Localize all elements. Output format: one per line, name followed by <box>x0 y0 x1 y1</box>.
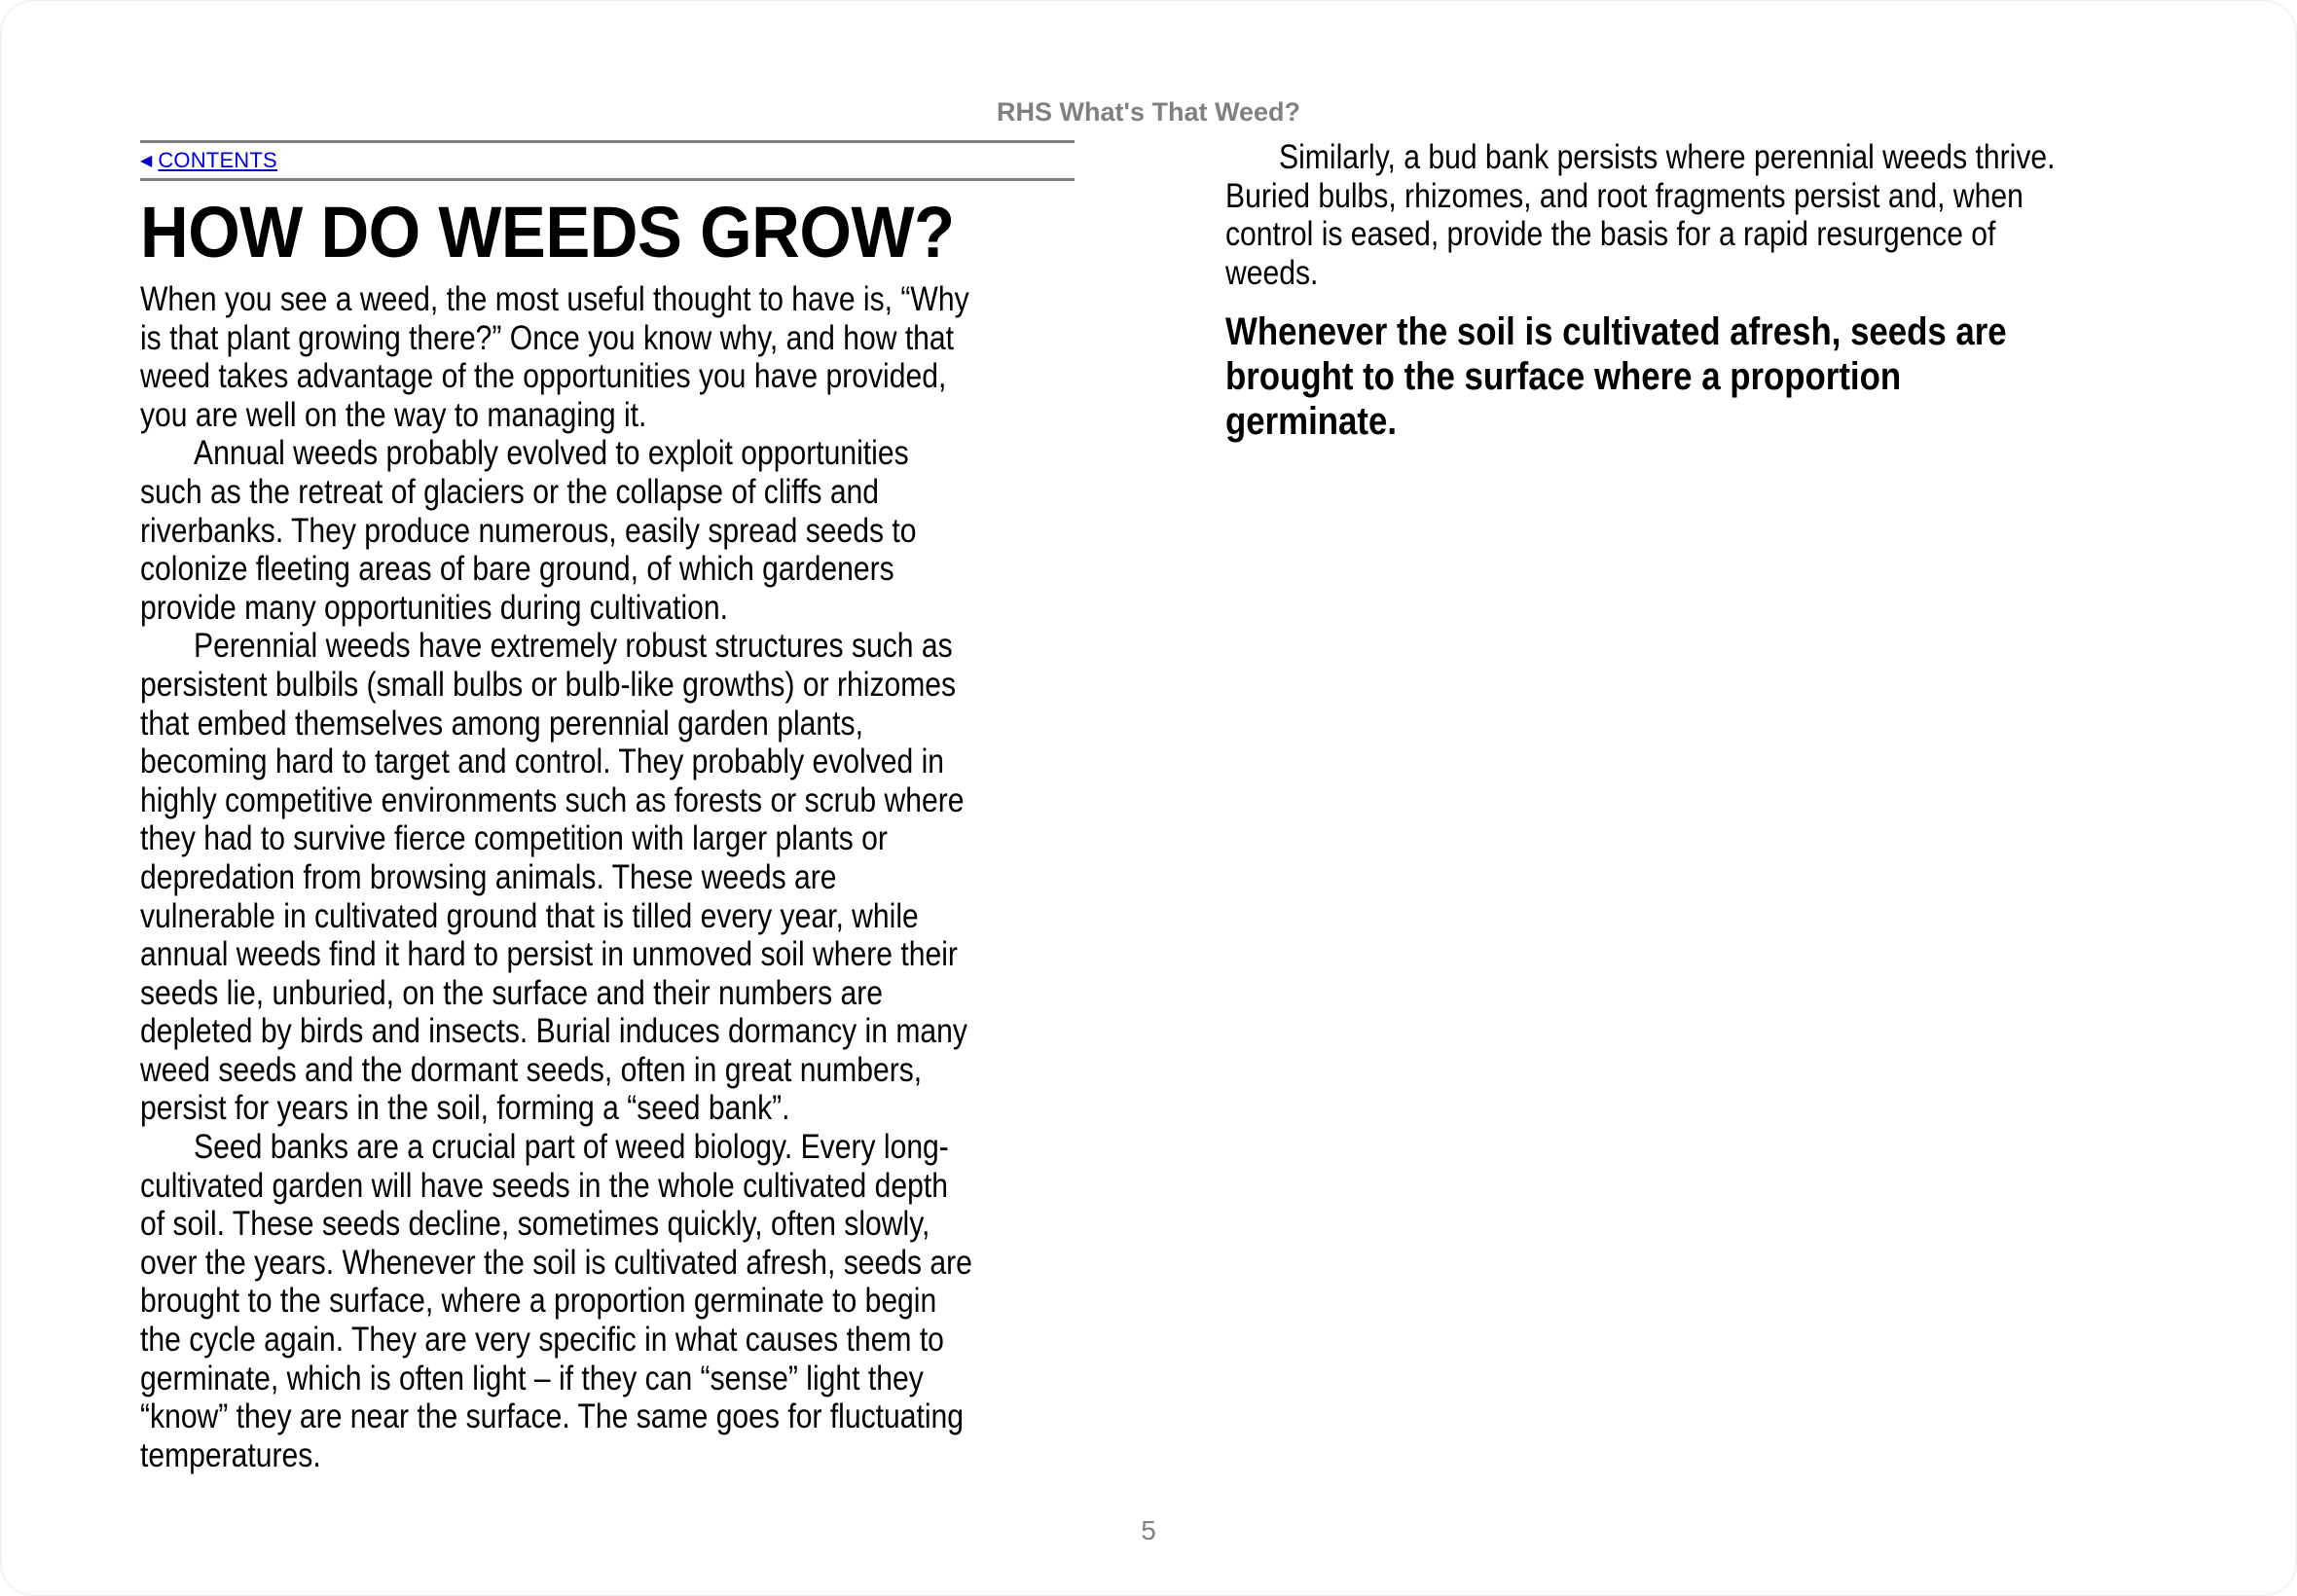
text-line: germinate, which is often light – if they can “sense” light they <box>140 1359 924 1397</box>
text-line: persistent bulbils (small bulbs or bulb-like growths) or rhizomes <box>140 665 957 704</box>
text-line: weed takes advantage of the opportunities you have provided, <box>140 357 947 396</box>
text-line: such as the retreat of glaciers or the collapse of cliffs and <box>140 472 880 511</box>
page-number: 5 <box>1141 1515 1156 1545</box>
text-line: of soil. These seeds decline, sometimes quickly, often slowly, <box>140 1205 930 1244</box>
text-line: cultivated garden will have seeds in the whole cultivated depth <box>140 1166 948 1205</box>
body-text-right <box>1225 138 2160 292</box>
text-line: “know” they are near the surface. The same goes for fluctuating <box>140 1397 965 1436</box>
text-line: Similarly, a bud bank persists where perennial weeds thrive. <box>1279 138 2056 176</box>
text-line: they had to survive fierce competition with larger plants or <box>140 819 888 858</box>
text-line: Seed banks are a crucial part of weed biology. Every long- <box>194 1128 949 1167</box>
text-line: becoming hard to target and control. They probably evolved in <box>140 743 945 781</box>
text-line: is that plant growing there?” Once you know why, and how that <box>140 318 955 357</box>
text-line: depleted by birds and insects. Burial induces dormancy in many <box>140 1012 967 1051</box>
pull-quote-line: Whenever the soil is cultivated afresh, seeds are <box>1225 310 2007 354</box>
text-line: weeds. <box>1225 253 1319 292</box>
page-heading: HOW DO WEEDS GROW? <box>140 192 955 272</box>
left-triangle-icon: ◀ <box>140 153 153 169</box>
text-line: brought to the surface, where a proportion germinate to begin <box>140 1282 937 1321</box>
text-line: depredation from browsing animals. These weeds are <box>140 857 837 896</box>
text-line: you are well on the way to managing it. <box>140 395 647 434</box>
left-column <box>140 140 1075 1474</box>
text-line: highly competitive environments such as forests or scrub where <box>140 780 965 819</box>
text-line: provide many opportunities during cultivation. <box>140 588 729 627</box>
text-line: Perennial weeds have extremely robust structures such as <box>194 627 953 666</box>
text-line: temperatures. <box>140 1435 321 1474</box>
contents-link[interactable] <box>140 148 277 173</box>
text-line: persist for years in the soil, forming a “seed bank”. <box>140 1089 790 1128</box>
text-line: seeds lie, unburied, on the surface and their numbers are <box>140 973 883 1012</box>
text-line: annual weeds find it hard to persist in unmoved soil where their <box>140 935 958 974</box>
bottom-rule <box>140 178 1075 181</box>
contents-link-label: CONTENTS <box>158 148 277 172</box>
body-text-left <box>140 280 1075 1474</box>
text-line: weed seeds and the dormant seeds, often in great numbers, <box>140 1050 923 1089</box>
pull-quote-line: brought to the surface where a proportion <box>1225 355 1902 399</box>
nav-row <box>140 143 1075 178</box>
text-line: control is eased, provide the basis for a rapid resurgence of <box>1225 215 1996 254</box>
text-line: colonize fleeting areas of bare ground, of which gardeners <box>140 550 894 589</box>
text-line: that embed themselves among perennial garden plants, <box>140 704 863 743</box>
text-line: Annual weeds probably evolved to exploit opportunities <box>194 434 909 473</box>
right-column <box>1225 138 2160 444</box>
pull-quote-line: germinate. <box>1225 400 1397 444</box>
text-line: the cycle again. They are very specific in what causes them to <box>140 1321 944 1360</box>
text-line: riverbanks. They produce numerous, easily spread seeds to <box>140 511 917 550</box>
running-title: RHS What's That Weed? <box>997 97 1300 127</box>
text-line: over the years. Whenever the soil is cultivated afresh, seeds are <box>140 1243 972 1282</box>
text-line: vulnerable in cultivated ground that is tilled every year, while <box>140 896 919 935</box>
pull-quote <box>1225 309 2160 444</box>
text-line: Buried bulbs, rhizomes, and root fragments persist and, when <box>1225 176 2024 215</box>
text-line: When you see a weed, the most useful thought to have is, “Why <box>140 280 969 318</box>
